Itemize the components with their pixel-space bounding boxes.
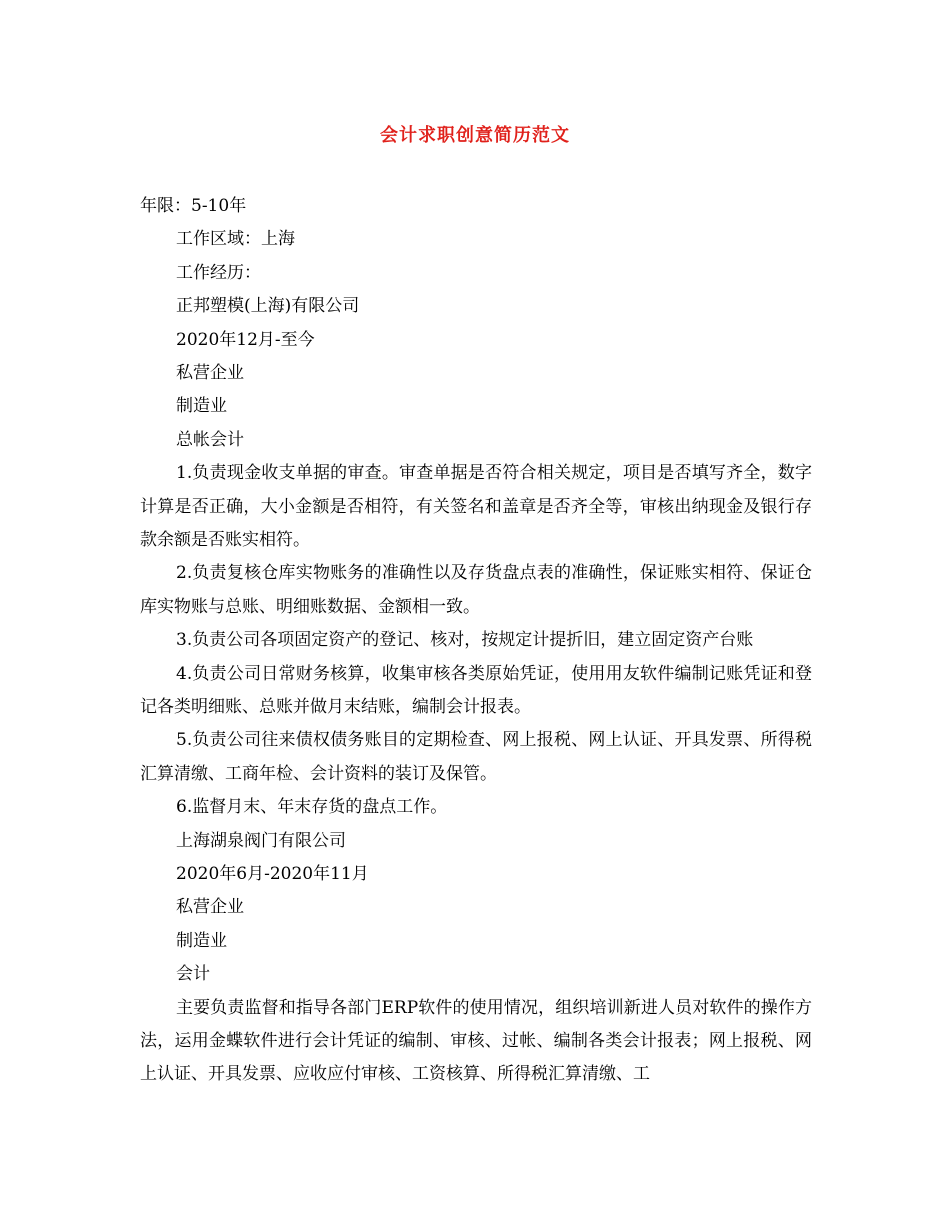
text-line-company-2: 上海湖泉阀门有限公司 bbox=[176, 830, 346, 851]
text-line-years: 年限：5-10年 bbox=[140, 196, 247, 216]
duty-paragraph-5: 5.负责公司往来债权债务账目的定期检查、网上报税、网上认证、开具发票、所得税汇算清缴、工商年检、会计资料的装订及保管。 bbox=[140, 730, 812, 784]
text-line-position-1: 总帐会计 bbox=[176, 429, 244, 450]
text-line-work-experience-heading: 工作经历： bbox=[176, 262, 261, 283]
document-title: 会计求职创意简历范文 bbox=[380, 125, 570, 146]
text-line-industry-2: 制造业 bbox=[176, 930, 227, 951]
text-line-company-type-2: 私营企业 bbox=[176, 897, 244, 918]
document-body bbox=[140, 190, 812, 1092]
text-line-industry-1: 制造业 bbox=[176, 396, 227, 417]
text-line-position-2: 会计 bbox=[176, 964, 210, 985]
duty-paragraph-4: 4.负责公司日常财务核算，收集审核各类原始凭证，使用用友软件编制记账凭证和登记各类明细账、总账并做月末结账，编制会计报表。 bbox=[140, 663, 812, 717]
duty-paragraph-1: 1.负责现金收支单据的审查。审查单据是否符合相关规定，项目是否填写齐全，数字计算是否正确，大小金额是否相符，有关签名和盖章是否齐全等，审核出纳现金及银行存款余额是否账实相符。 bbox=[140, 463, 812, 550]
text-line-company-1: 正邦塑模(上海)有限公司 bbox=[176, 296, 360, 317]
duty-paragraph-6: 6.监督月末、年末存货的盘点工作。 bbox=[176, 797, 448, 818]
text-line-period-2: 2020年6月-2020年11月 bbox=[176, 863, 369, 884]
duty-paragraph-3: 3.负责公司各项固定资产的登记、核对，按规定计提折旧，建立固定资产台账 bbox=[176, 630, 754, 651]
duty-paragraph-final: 主要负责监督和指导各部门ERP软件的使用情况，组织培训新进人员对软件的操作方法，运用金蝶软件进行会计凭证的编制、审核、过帐、编制各类会计报表；网上报税、网上认证、开具发票、应收应付审核、工资核算、所得税汇算清缴、工 bbox=[140, 997, 812, 1085]
duty-paragraph-2: 2.负责复核仓库实物账务的准确性以及存货盘点表的准确性，保证账实相符、保证仓库实物账与总账、明细账数据、金额相一致。 bbox=[140, 563, 812, 617]
text-line-period-1: 2020年12月-至今 bbox=[176, 329, 315, 350]
text-line-company-type-1: 私营企业 bbox=[176, 362, 244, 383]
text-line-work-region: 工作区域：上海 bbox=[176, 229, 295, 250]
